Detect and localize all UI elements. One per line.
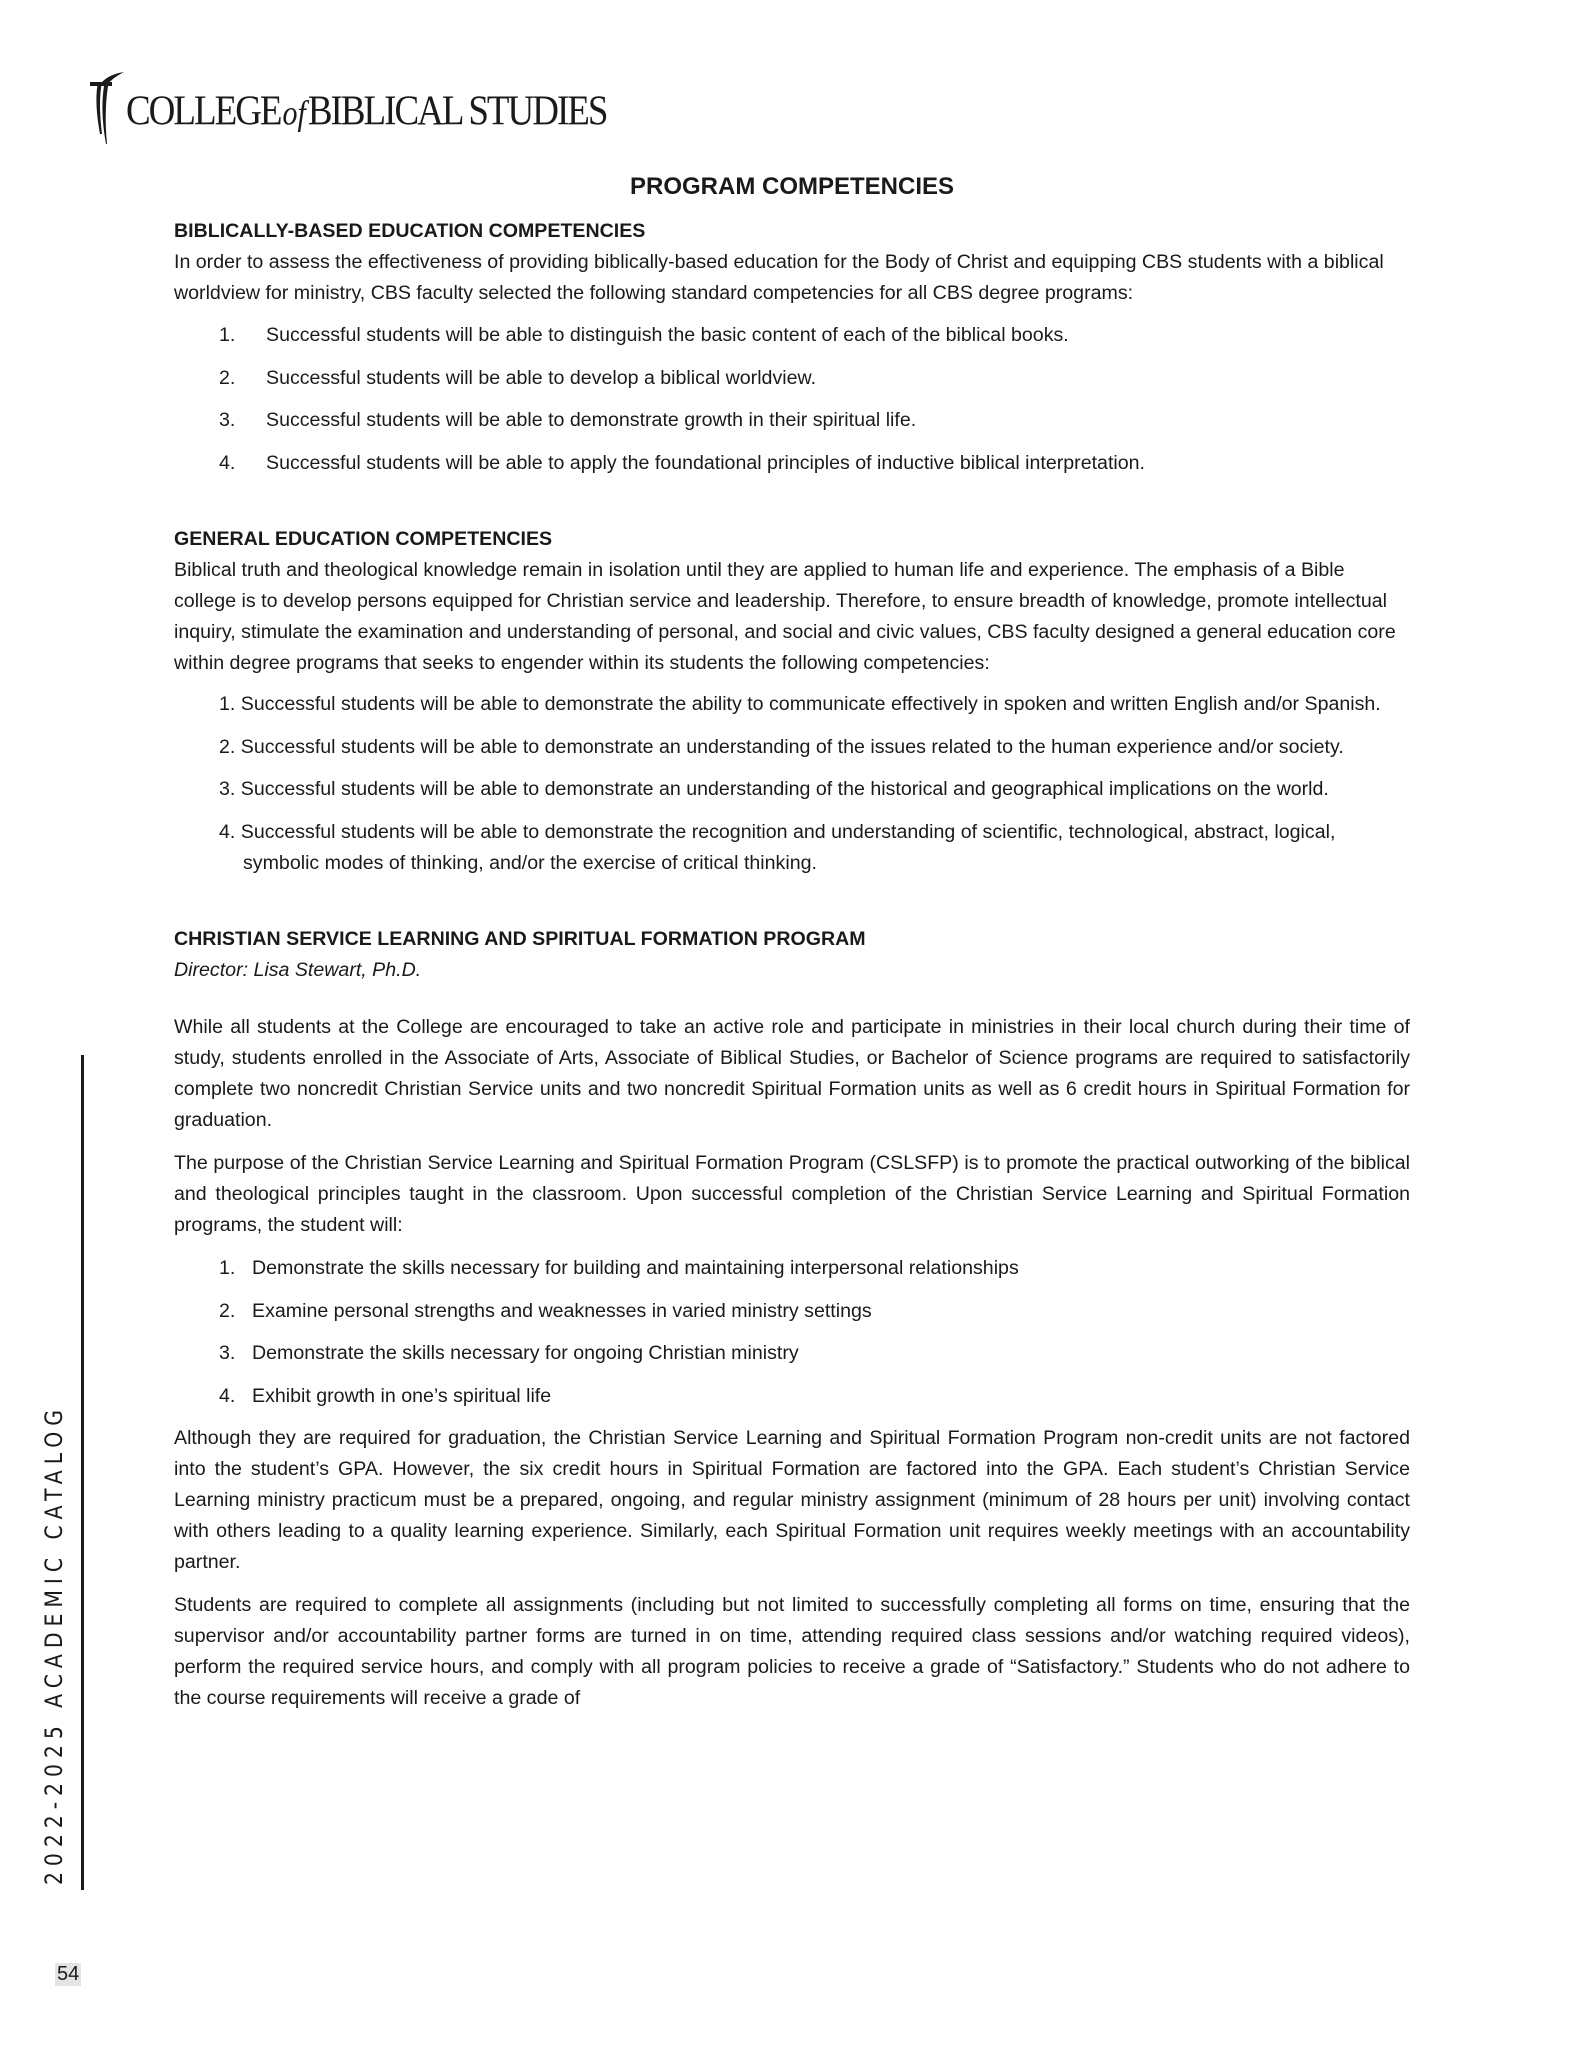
cross-logo-icon — [90, 72, 124, 144]
paragraph: The purpose of the Christian Service Learning and Spiritual Formation Program (CSLSFP) is to promote the practical outworking of the biblical and theological principles taught in the classroom. Upon successful completion of the Christian Service Learning and Spiritual Formation programs, the student will: — [174, 1152, 1410, 1236]
page-title: PROGRAM COMPETENCIES — [629, 173, 955, 200]
sidebar-divider — [81, 1055, 84, 1890]
page-content — [174, 170, 1410, 1726]
list-item: 1. Demonstrate the skills necessary for building and maintaining interpersonal relationships — [219, 1257, 1019, 1279]
section-intro: In order to assess the effectiveness of providing biblically-based education for the Body of Christ and equipping CBS students with a biblical worldview for ministry, CBS faculty selected the following standard competencies for all CBS degree programs: — [174, 251, 1384, 304]
list-item: 2. Successful students will be able to develop a biblical worldview. — [219, 366, 817, 389]
page-number: 54 — [57, 1963, 80, 1985]
paragraph: Students are required to complete all assignments (including but not limited to successfully completing all forms on time, ensuring that the supervisor and/or accountability partner forms are turned in on time, attending required class sessions and/or watching required videos), perform the required service hours, and comply with all program policies to receive a grade of “Satisfactory.” Students who do not adhere to the course requirements will receive a grade of — [174, 1594, 1410, 1709]
list-item: 3. Demonstrate the skills necessary for ongoing Christian ministry — [219, 1342, 799, 1364]
list-item: 2. Examine personal strengths and weaknesses in varied ministry settings — [219, 1299, 872, 1322]
section-heading-biblical: BIBLICALLY-BASED EDUCATION COMPETENCIES — [174, 220, 646, 242]
list-item: 3. Successful students will be able to demonstrate growth in their spiritual life. — [219, 409, 917, 431]
sidebar-catalog-label: 2022-2025 ACADEMIC CATALOG — [40, 1403, 68, 1885]
logo-text: COLLEGEofBIBLICAL STUDIES — [126, 87, 607, 135]
cslsfp-outcomes-list — [174, 1253, 1410, 1412]
section-heading-general: GENERAL EDUCATION COMPETENCIES — [174, 528, 553, 550]
list-item: 4. Successful students will be able to apply the foundational principles of inductive biblical interpretation. — [219, 451, 1145, 474]
section-heading-cslsfp: CHRISTIAN SERVICE LEARNING AND SPIRITUAL FORMATION PROGRAM — [174, 928, 866, 950]
list-item: 3. Successful students will be able to demonstrate an understanding of the historical and geographical implications on the world. — [219, 778, 1329, 800]
director-name: Director: Lisa Stewart, Ph.D. — [174, 959, 422, 981]
paragraph: Although they are required for graduation, the Christian Service Learning and Spiritual Formation Program non-credit units are not factored into the student’s GPA. However, the six credit hours in Spiritual Formation are factored into the GPA. Each student’s Christian Service Learning ministry practicum must be a prepared, ongoing, and regular ministry assignment (minimum of 28 hours per unit) involving contact with others leading to a quality learning experience. Similarly, each Spiritual Formation unit requires weekly meetings with an accountability partner. — [174, 1427, 1410, 1573]
list-item: 2. Successful students will be able to demonstrate an understanding of the issues related to the human experience and/or society. — [219, 735, 1344, 758]
list-item: 4. Successful students will be able to demonstrate the recognition and understanding of scientific, technological, abstract, logical, symbolic modes of thinking, and/or the exercise of critical thinking. — [219, 820, 1336, 874]
college-logo — [90, 68, 606, 144]
paragraph: While all students at the College are encouraged to take an active role and participate in ministries in their local church during their time of study, students enrolled in the Associate of Arts, Associate of Biblical Studies, or Bachelor of Science programs are required to satisfactorily complete two noncredit Christian Service units and two noncredit Spiritual Formation units as well as 6 credit hours in Spiritual Formation for graduation. — [174, 1016, 1410, 1131]
section-intro: Biblical truth and theological knowledge remain in isolation until they are applied to human life and experience. The emphasis of a Bible college is to develop persons equipped for Christian service and leadership. Therefore, to ensure breadth of knowledge, promote intellectual inquiry, stimulate the examination and understanding of personal, and social and civic values, CBS faculty designed a general education core within degree programs that seeks to engender within its students the following competencies: — [174, 559, 1396, 674]
general-competencies-list — [174, 689, 1410, 879]
list-item: 1. Successful students will be able to distinguish the basic content of each of the biblical books. — [219, 324, 1069, 346]
list-item: 4. Exhibit growth in one’s spiritual life — [219, 1384, 552, 1407]
biblical-competencies-list — [174, 320, 1410, 479]
list-item: 1. Successful students will be able to demonstrate the ability to communicate effectively in spoken and written English and/or Spanish. — [219, 693, 1381, 715]
